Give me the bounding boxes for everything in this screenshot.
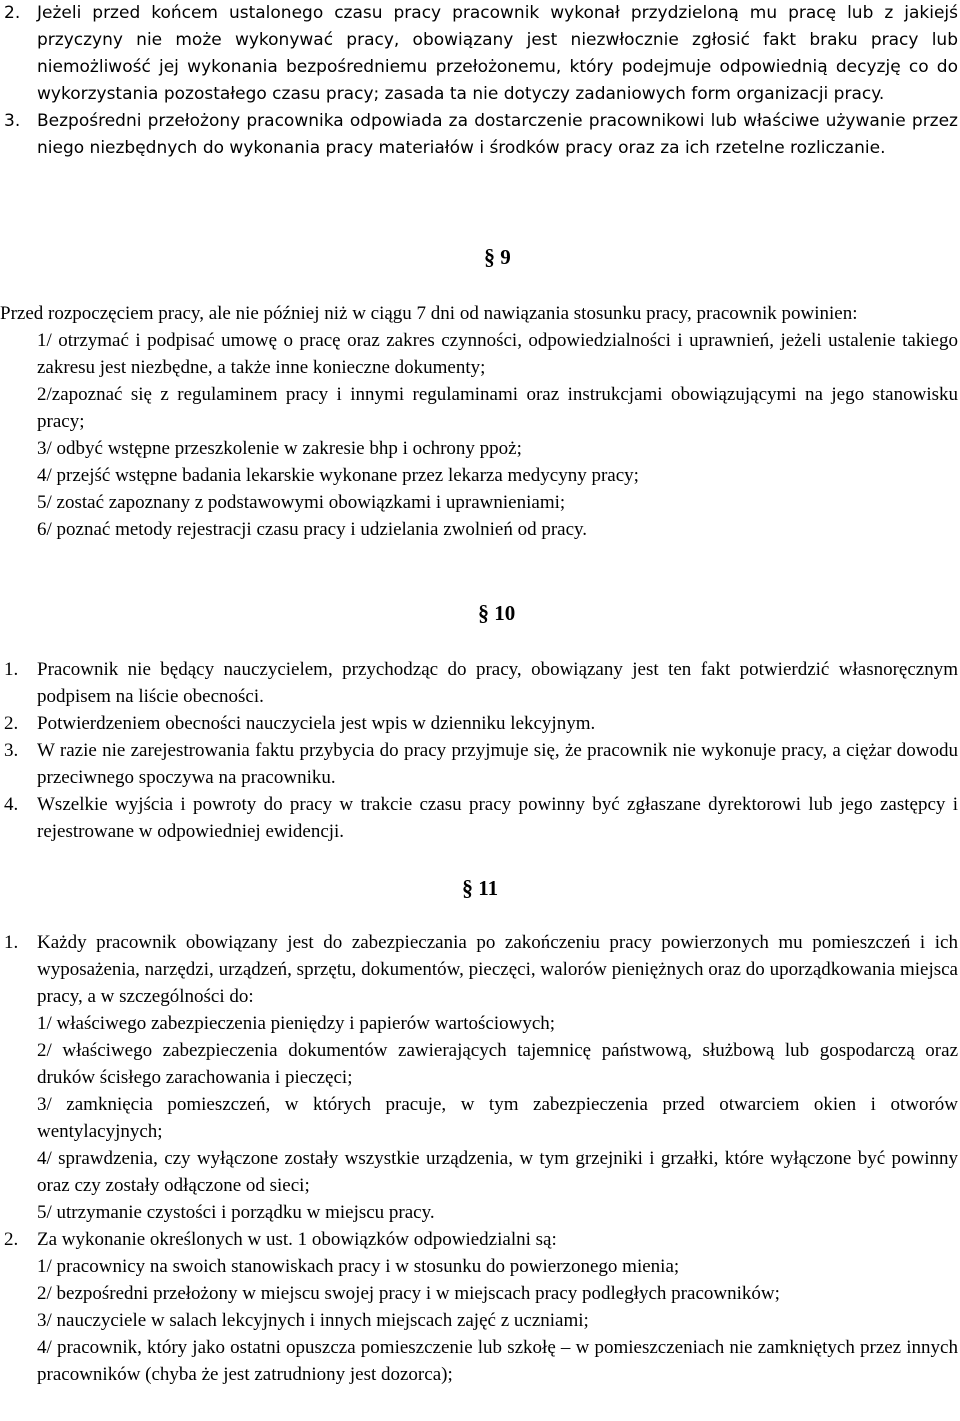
section-10-item-1	[0, 656, 958, 710]
section-9-heading	[484, 244, 511, 270]
section-number: 10	[494, 601, 516, 625]
item-text: Każdy pracownik obowiązany jest do zabezpieczania po zakończeniu pracy powierzonych mu pomieszczeń i ich wyposażenia, narzędzi, urządzeń, sprzętu, dokumentów, pieczęci, walorów pieniężnych oraz do uporządkowania miejsca pracy, a w szczególności do:	[37, 932, 958, 1007]
section-symbol: §	[484, 244, 495, 269]
item-number: 4.	[4, 794, 19, 815]
section-11-item-1-point-1: 1/ właściwego zabezpieczenia pieniędzy i papierów wartościowych;	[37, 1013, 556, 1034]
item-text: Potwierdzeniem obecności nauczyciela jest wpis w dzienniku lekcyjnym.	[37, 713, 596, 734]
section-11-item-2-point-4: 4/ pracownik, który jako ostatni opuszcza pomieszczenie lub szkołę – w pomieszczeniach nie zamkniętych przez innych pracowników (chyba że jest zatrudniony jest dozorca);	[37, 1337, 958, 1385]
section-11-item-2-point-3: 3/ nauczyciele w salach lekcyjnych i innych miejscach zajęć z uczniami;	[37, 1310, 589, 1331]
item-text: Bezpośredni przełożony pracownika odpowiada za dostarczenie pracownikowi lub właściwe używanie przez niego niezbędnych do wykonania pracy materiałów i środków pracy oraz za ich rzetelne rozliczanie.	[37, 111, 958, 158]
section-symbol: §	[462, 875, 473, 900]
item-number: 1.	[4, 659, 19, 680]
section-prev-items	[0, 0, 958, 162]
section-9-point-4: 4/ przejść wstępne badania lekarskie wykonane przez lekarza medycyny pracy;	[37, 465, 639, 486]
item-number: 2.	[4, 713, 19, 734]
item-number: 1.	[4, 932, 19, 953]
section-prev-item-2	[0, 0, 958, 108]
section-symbol: §	[478, 600, 489, 625]
item-text: Wszelkie wyjścia i powroty do pracy w trakcie czasu pracy powinny być zgłaszane dyrektorowi lub jego zastępcy i rejestrowane w odpowiedniej ewidencji.	[37, 794, 958, 842]
section-number: 11	[478, 876, 499, 900]
item-text: Za wykonanie określonych w ust. 1 obowiązków odpowiedzialni są:	[37, 1229, 557, 1250]
section-9-point-5: 5/ zostać zapoznany z podstawowymi obowiązkami i uprawnieniami;	[37, 492, 566, 513]
section-11-item-2-point-1: 1/ pracownicy na swoich stanowiskach pracy i w stosunku do powierzonego mienia;	[37, 1256, 680, 1277]
item-text: Jeżeli przed końcem ustalonego czasu pracy pracownik wykonał przydzieloną mu pracę lub z jakiejś przyczyny nie może wykonywać pracy, obowiązany jest niezwłocznie zgłosić fakt braku pracy lub niemożliwość jej wykonania bezpośredniemu przełożonemu, który podejmuje odpowiednią decyzję co do wykorzystania pozostałego czasu pracy; zasada ta nie dotyczy zadaniowych form organizacji pracy.	[37, 3, 958, 104]
section-9-intro: Przed rozpoczęciem pracy, ale nie później niż w ciągu 7 dni od nawiązania stosunku pracy, pracownik powinien:	[0, 303, 858, 324]
section-10-body	[0, 656, 958, 845]
section-number: 9	[500, 245, 511, 269]
item-number: 2.	[4, 3, 21, 23]
section-10-heading	[478, 600, 515, 626]
section-10-item-2	[0, 710, 958, 737]
section-9-point-1: 1/ otrzymać i podpisać umowę o pracę oraz zakres czynności, odpowiedzialności i uprawnień, jeżeli ustalenie takiego zakresu jest niezbędne, a także inne konieczne dokumenty;	[37, 330, 958, 378]
section-11-item-2-point-2: 2/ bezpośredni przełożony w miejscu swojej pracy i w miejscach pracy podległych pracowników;	[37, 1283, 780, 1304]
item-number: 2.	[4, 1229, 19, 1250]
section-11-item-1-point-4: 4/ sprawdzenia, czy wyłączone zostały wszystkie urządzenia, w tym grzejniki i grzałki, które wyłączone być powinny oraz czy zostały odłączone od sieci;	[37, 1148, 958, 1196]
item-text: W razie nie zarejestrowania faktu przybycia do pracy przyjmuje się, że pracownik nie wykonuje pracy, a ciężar dowodu przeciwnego spoczywa na pracowniku.	[37, 740, 958, 788]
section-9-point-3: 3/ odbyć wstępne przeszkolenie w zakresie bhp i ochrony ppoż;	[37, 438, 522, 459]
item-number: 3.	[4, 111, 21, 131]
section-9-point-2: 2/zapoznać się z regulaminem pracy i innymi regulaminami oraz instrukcjami obowiązującymi na jego stanowisku pracy;	[37, 384, 958, 432]
section-9-point-6: 6/ poznać metody rejestracji czasu pracy i udzielania zwolnień od pracy.	[37, 519, 588, 540]
item-number: 3.	[4, 740, 19, 761]
section-11-item-1	[0, 929, 958, 1226]
section-11-item-1-point-5: 5/ utrzymanie czystości i porządku w miejscu pracy.	[37, 1202, 435, 1223]
section-10-item-3	[0, 737, 958, 791]
section-11-heading	[462, 875, 498, 901]
section-11-item-2	[0, 1226, 958, 1388]
section-11-body	[0, 929, 958, 1388]
section-11-item-1-point-3: 3/ zamknięcia pomieszczeń, w których pracuje, w tym zabezpieczenia przed otwarciem okien i otworów wentylacyjnych;	[37, 1094, 958, 1142]
section-11-item-1-point-2: 2/ właściwego zabezpieczenia dokumentów zawierających tajemnicę państwową, służbową lub gospodarczą oraz druków ścisłego zarachowania i pieczęci;	[37, 1040, 958, 1088]
section-prev-item-3	[0, 108, 958, 162]
section-10-item-4	[0, 791, 958, 845]
item-text: Pracownik nie będący nauczycielem, przychodząc do pracy, obowiązany jest ten fakt potwierdzić własnoręcznym podpisem na liście obecności.	[37, 659, 958, 707]
section-9-body	[0, 300, 958, 543]
